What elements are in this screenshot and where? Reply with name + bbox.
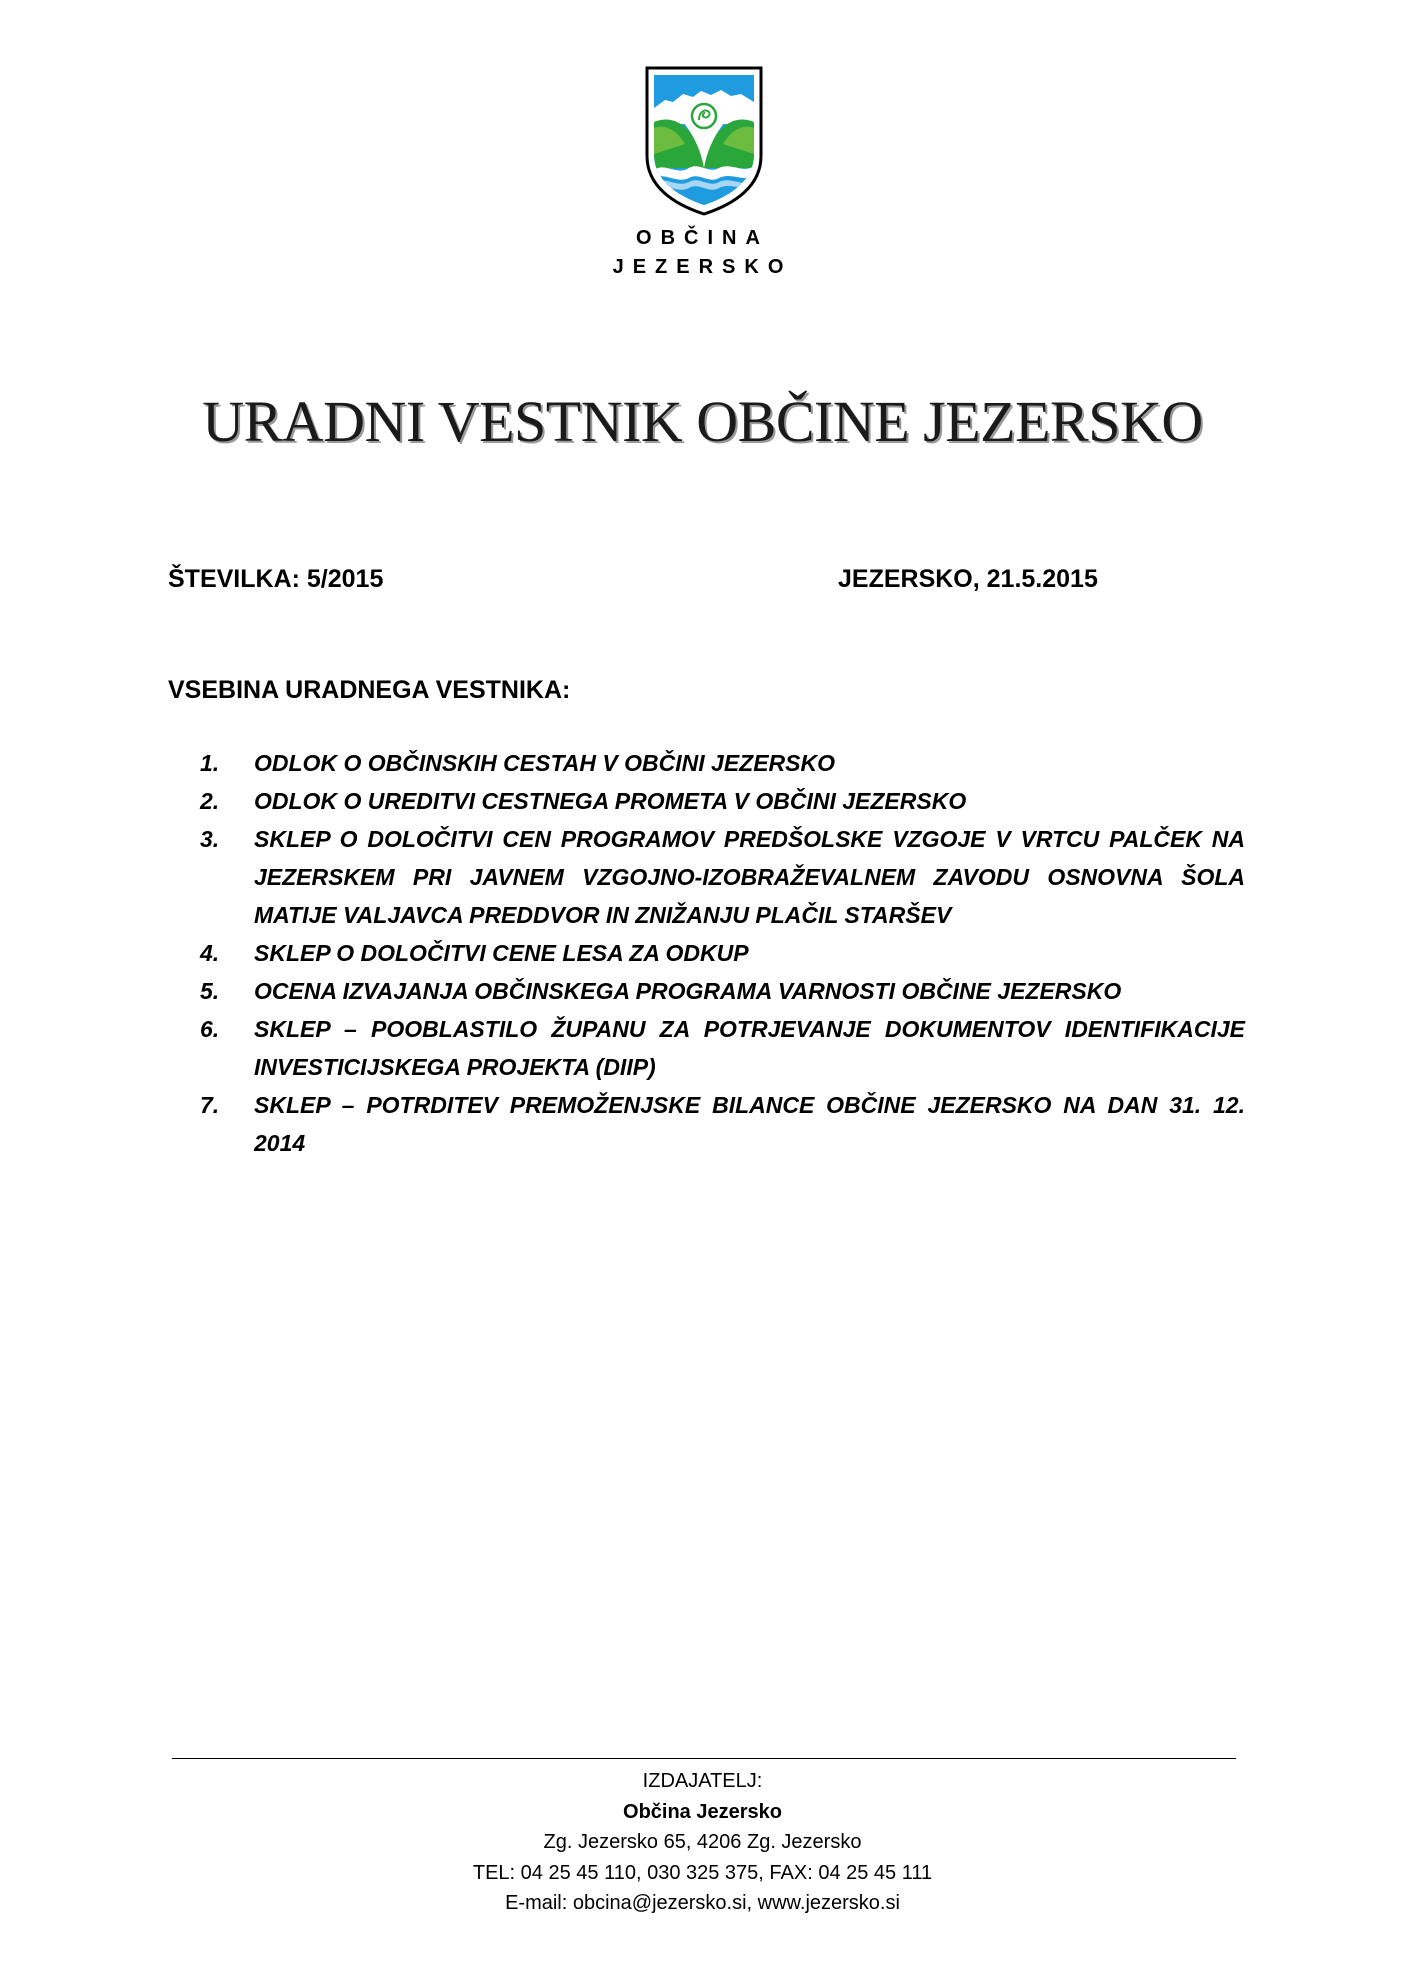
publisher-address: Zg. Jezersko 65, 4206 Zg. Jezersko — [543, 1831, 862, 1853]
list-item-number: 2. — [200, 788, 220, 814]
list-item — [200, 744, 1245, 782]
list-item — [200, 1086, 1245, 1162]
footer-divider — [172, 1758, 1236, 1759]
list-item — [200, 820, 1245, 934]
list-item-text: OCENA IZVAJANJA OBČINSKEGA PROGRAMA VARNOSTI OBČINE JEZERSKO — [254, 978, 1122, 1004]
issue-number: ŠTEVILKA: 5/2015 — [168, 565, 384, 593]
list-item-text: ODLOK O UREDITVI CESTNEGA PROMETA V OBČINI JEZERSKO — [254, 788, 967, 814]
contents-heading: VSEBINA URADNEGA VESTNIKA: — [168, 676, 571, 704]
municipality-name-line1: OBČINA — [636, 227, 769, 249]
list-item — [200, 934, 1245, 972]
contents-list — [200, 744, 1245, 1162]
list-item-number: 7. — [200, 1092, 220, 1118]
list-item-number: 6. — [200, 1016, 220, 1042]
municipality-name-line2: JEZERSKO — [612, 256, 793, 278]
list-item-text: ODLOK O OBČINSKIH CESTAH V OBČINI JEZERSKO — [254, 750, 836, 776]
publisher-phones: TEL: 04 25 45 110, 030 325 375, FAX: 04 25 45 111 — [472, 1861, 933, 1884]
coat-of-arms-logo — [643, 64, 765, 216]
list-item-text: SKLEP O DOLOČITVI CENE LESA ZA ODKUP — [254, 940, 749, 966]
list-item — [200, 1010, 1245, 1086]
footer — [0, 1766, 1405, 1919]
list-item-text: SKLEP – POOBLASTILO ŽUPANU ZA POTRJEVANJE DOKUMENTOV IDENTIFIKACIJE INVESTICIJSKEGA PROJEKTA (DIIP) — [254, 1016, 1245, 1080]
list-item-number: 5. — [200, 978, 220, 1004]
publisher-label: IZDAJATELJ: — [642, 1770, 763, 1792]
publisher-email-web: E-mail: obcina@jezersko.si, www.jezersko.si — [505, 1892, 900, 1914]
list-item-number: 1. — [200, 750, 220, 776]
list-item-text: SKLEP – POTRDITEV PREMOŽENJSKE BILANCE OBČINE JEZERSKO NA DAN 31. 12. 2014 — [254, 1092, 1245, 1156]
list-item-text: SKLEP O DOLOČITVI CEN PROGRAMOV PREDŠOLSKE VZGOJE V VRTCU PALČEK NA JEZERSKEM PRI JAVNEM VZGOJNO-IZOBRAŽEVALNEM ZAVODU OSNOVNA ŠOLA MATIJE VALJAVCA PREDDVOR IN ZNIŽANJU PLAČIL STARŠEV — [254, 826, 1245, 928]
document-title: URADNI VESTNIK OBČINE JEZERSKO — [202, 389, 1203, 454]
publisher-name: Občina Jezersko — [623, 1800, 782, 1823]
place-and-date: JEZERSKO, 21.5.2015 — [838, 565, 1098, 593]
list-item — [200, 782, 1245, 820]
list-item — [200, 972, 1245, 1010]
list-item-number: 3. — [200, 826, 220, 852]
list-item-number: 4. — [200, 940, 220, 966]
